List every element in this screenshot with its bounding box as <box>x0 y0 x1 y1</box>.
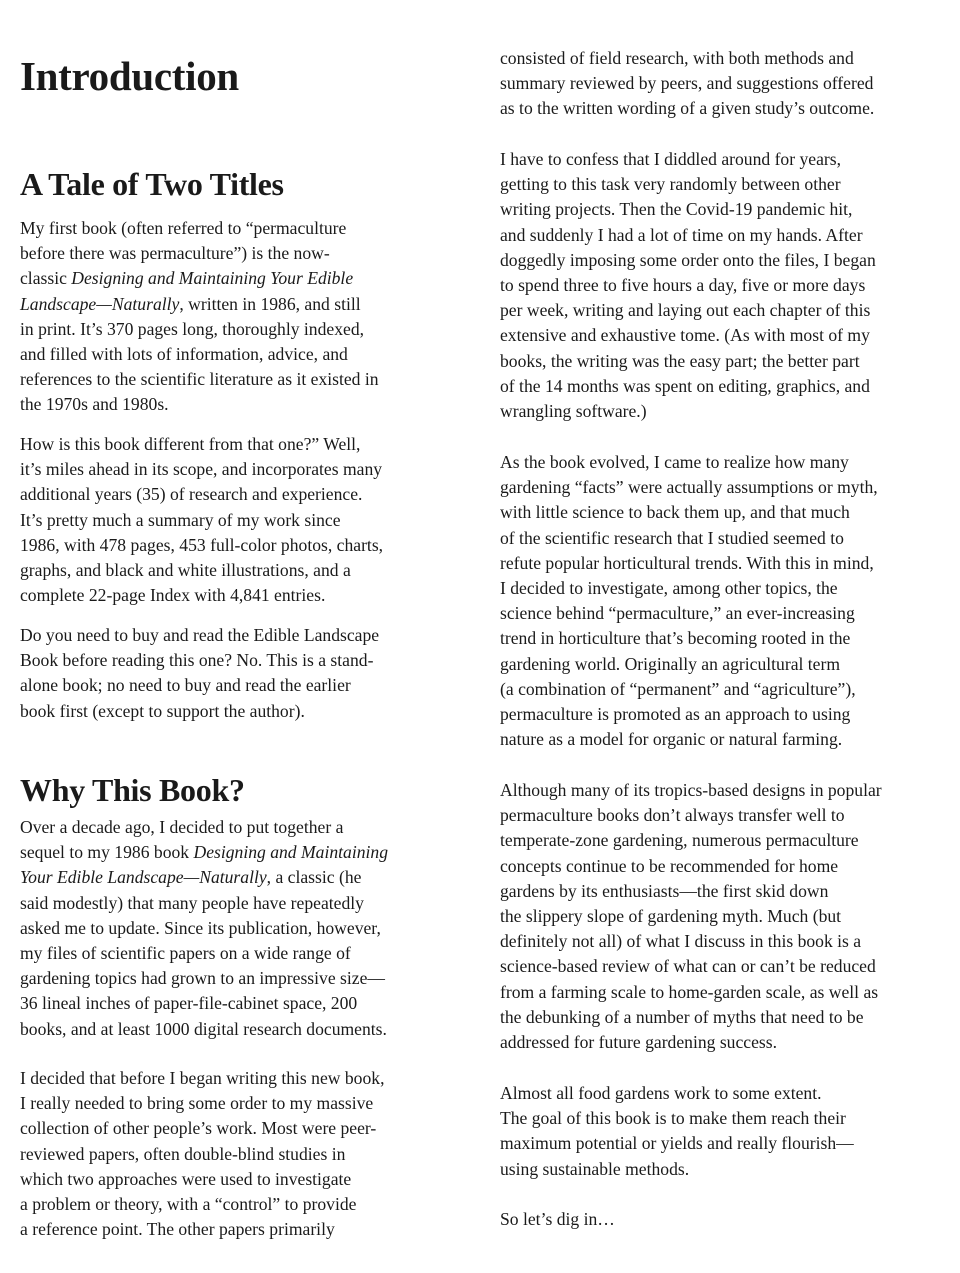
text-line: gardening world. Originally an agricultural term <box>500 653 841 674</box>
text-line: alone book; no need to buy and read the earlier <box>20 675 351 696</box>
text-line: asked me to update. Since its publication, however, <box>20 917 381 938</box>
text-run: , written in 1986, and still <box>179 293 361 314</box>
text-line: My first book (often referred to “permaculture <box>20 218 347 238</box>
text-line: (a combination of “permanent” and “agriculture”), <box>500 678 856 699</box>
section-heading-why-this-book: Why This Book? <box>20 772 245 808</box>
text-line: It’s pretty much a summary of my work since <box>20 509 341 530</box>
text-line: reviewed papers, often double-blind studies in <box>20 1143 346 1164</box>
text-line: extensive and exhaustive tome. (As with most of my <box>500 325 870 346</box>
paragraph <box>20 815 388 1042</box>
paragraph <box>20 216 379 418</box>
text-line: it’s miles ahead in its scope, and incorporates many <box>20 459 383 480</box>
text-line: nature as a model for organic or natural farming. <box>500 729 843 750</box>
text-line <box>20 266 379 291</box>
text-line <box>20 292 379 317</box>
text-line: addressed for future gardening success. <box>500 1032 777 1053</box>
text-line: Almost all food gardens work to some extent. <box>500 1083 822 1103</box>
text-line: maximum potential or yields and really flourish— <box>500 1133 854 1154</box>
text-line: complete 22-page Index with 4,841 entries. <box>20 585 326 606</box>
text-line: of the scientific research that I studied seemed to <box>500 527 844 548</box>
text-line: permaculture books don’t always transfer well to <box>500 805 845 826</box>
paragraph <box>500 46 874 122</box>
text-line: the 1970s and 1980s. <box>20 394 169 415</box>
text-line: book first (except to support the author). <box>20 700 305 721</box>
text-line: getting to this task very randomly between other <box>500 174 841 195</box>
text-line: permaculture is promoted as an approach to using <box>500 704 851 725</box>
text-line: The goal of this book is to make them reach their <box>500 1108 846 1129</box>
section-heading-tale-of-two-titles: A Tale of Two Titles <box>20 166 284 202</box>
text-line: per week, writing and laying out each chapter of this <box>500 300 871 321</box>
text-line: to spend three to five hours a day, five or more days <box>500 275 866 296</box>
text-line: refute popular horticultural trends. With this in mind, <box>500 552 874 573</box>
text-line: said modestly) that many people have repeatedly <box>20 892 364 913</box>
text-line: of the 14 months was spent on editing, graphics, and <box>500 375 870 396</box>
text-line: concepts continue to be recommended for home <box>500 855 839 876</box>
page-title: Introduction <box>20 53 239 99</box>
text-line: books, the writing was the easy part; the better part <box>500 350 860 371</box>
text-line: which two approaches were used to investigate <box>20 1168 352 1189</box>
text-line: I decided to investigate, among other topics, the <box>500 578 838 599</box>
text-line: books, and at least 1000 digital research documents. <box>20 1018 387 1039</box>
text-line: Over a decade ago, I decided to put together a <box>20 817 344 837</box>
book-title-italic: Landscape—Naturally <box>20 293 180 314</box>
text-line: 1986, with 478 pages, 453 full-color photos, charts, <box>20 534 384 555</box>
book-title-italic: Designing and Maintaining <box>193 842 388 863</box>
text-line: I really needed to bring some order to my massive <box>20 1093 374 1114</box>
text-run: , a classic (he <box>266 867 362 888</box>
text-line: science behind “permaculture,” an ever-increasing <box>500 603 855 624</box>
book-title-italic: Your Edible Landscape—Naturally <box>20 867 267 888</box>
text-line: the debunking of a number of myths that need to be <box>500 1006 864 1027</box>
text-run: sequel to my 1986 book <box>20 842 194 863</box>
paragraph <box>500 1207 615 1232</box>
text-line: gardens by its enthusiasts—the first skid down <box>500 880 829 901</box>
text-line: Although many of its tropics-based designs in popular <box>500 780 882 800</box>
paragraph <box>500 450 878 752</box>
text-line: temperate-zone gardening, numerous permaculture <box>500 830 859 851</box>
paragraph <box>20 623 379 724</box>
text-line: consisted of field research, with both methods and <box>500 48 854 68</box>
text-line: before there was permaculture”) is the now- <box>20 243 330 264</box>
text-line: collection of other people’s work. Most were peer- <box>20 1118 377 1139</box>
text-line: How is this book different from that one?” Well, <box>20 434 361 454</box>
text-line: definitely not all) of what I discuss in this book is a <box>500 931 862 952</box>
paragraph <box>500 778 882 1055</box>
text-line: and filled with lots of information, advice, and <box>20 344 348 365</box>
text-line: a problem or theory, with a “control” to provide <box>20 1194 357 1215</box>
text-line: I have to confess that I diddled around for years, <box>500 149 842 169</box>
text-line: references to the scientific literature as it existed in <box>20 369 379 390</box>
paragraph <box>500 147 876 424</box>
text-line: a reference point. The other papers primarily <box>20 1219 335 1240</box>
text-line: trend in horticulture that’s becoming rooted in the <box>500 628 851 649</box>
paragraph <box>20 432 383 608</box>
text-line: summary reviewed by peers, and suggestions offered <box>500 73 874 94</box>
text-line: as to the written wording of a given study’s outcome. <box>500 98 875 119</box>
text-line: I decided that before I began writing this new book, <box>20 1068 385 1088</box>
text-line: using sustainable methods. <box>500 1158 690 1179</box>
text-line: graphs, and black and white illustrations, and a <box>20 560 351 581</box>
text-line: additional years (35) of research and experience. <box>20 484 363 505</box>
book-title-italic: Designing and Maintaining Your Edible <box>71 268 354 289</box>
text-line: wrangling software.) <box>500 401 647 422</box>
text-line: writing projects. Then the Covid-19 pandemic hit, <box>500 199 853 220</box>
text-run: classic <box>20 268 72 289</box>
text-line: So let’s dig in… <box>500 1209 615 1229</box>
text-line: in print. It’s 370 pages long, thoroughly indexed, <box>20 318 365 339</box>
text-line: gardening “facts” were actually assumptions or myth, <box>500 477 878 498</box>
text-line: the slippery slope of gardening myth. Much (but <box>500 906 842 927</box>
text-line <box>20 840 388 865</box>
paragraph <box>500 1081 854 1182</box>
text-line: Do you need to buy and read the Edible Landscape <box>20 625 380 645</box>
text-line: doggedly imposing some order onto the files, I began <box>500 249 876 270</box>
text-line <box>20 865 388 890</box>
text-line: with little science to back them up, and that much <box>500 502 850 523</box>
text-line: Book before reading this one? No. This is a stand- <box>20 650 374 671</box>
paragraph <box>20 1066 384 1242</box>
text-line: As the book evolved, I came to realize how many <box>500 452 849 472</box>
text-line: science-based review of what can or can’t be reduced <box>500 956 876 977</box>
text-line: my files of scientific papers on a wide range of <box>20 943 351 964</box>
text-line: 36 lineal inches of paper-file-cabinet space, 200 <box>20 993 358 1014</box>
text-line: from a farming scale to home-garden scale, as well as <box>500 981 879 1002</box>
text-line: gardening topics had grown to an impressive size— <box>20 968 385 989</box>
text-line: and suddenly I had a lot of time on my hands. After <box>500 224 863 245</box>
